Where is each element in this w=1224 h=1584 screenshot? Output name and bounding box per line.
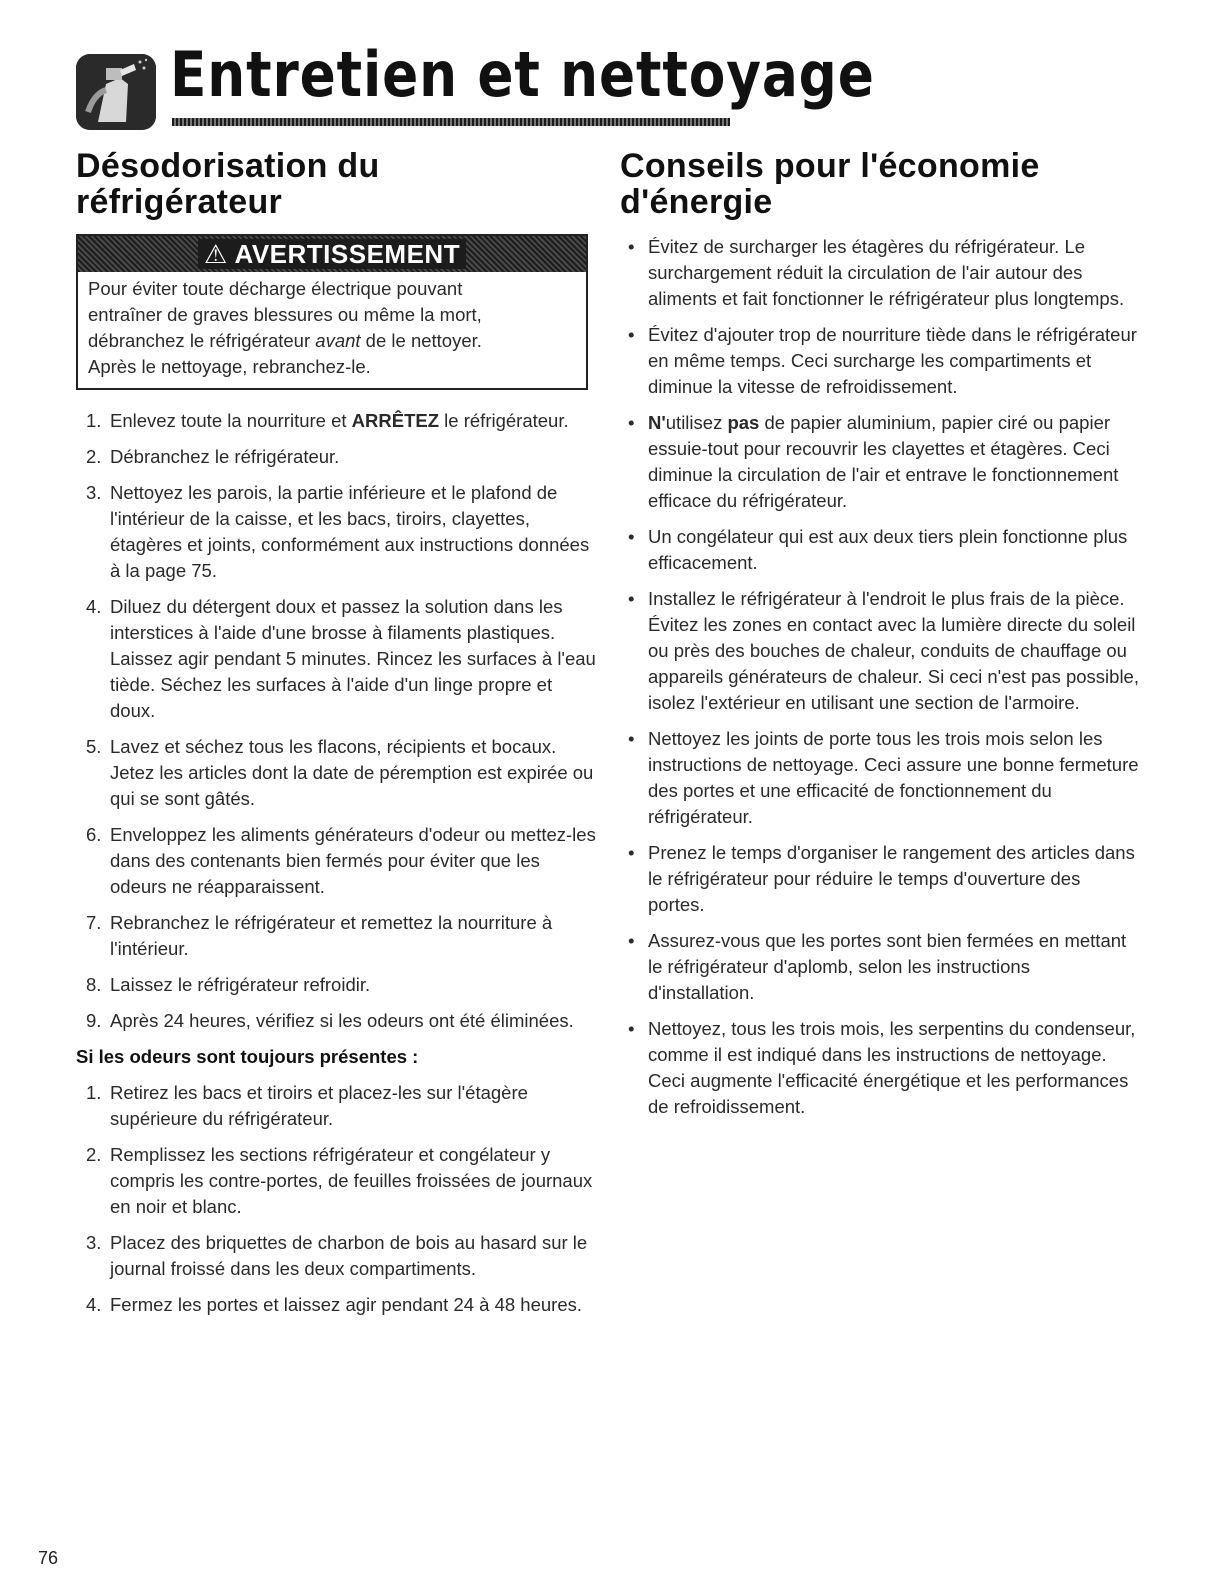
- step-text: Lavez et séchez tous les flacons, récipients et bocaux. Jetez les articles dont la date de péremption est expirée ou qui se sont gâtés.: [110, 736, 594, 809]
- step-number: 6.: [86, 824, 102, 845]
- list-item: [620, 586, 1140, 716]
- list-item: [76, 1230, 596, 1282]
- bullet: •: [628, 1018, 635, 1039]
- list-item: [76, 910, 596, 962]
- tip-text: Nettoyez les joints de porte tous les trois mois selon les instructions de nettoyage. Ceci assure une bonne fermeture des portes et une efficacité de fonctionnement du réfrigérateur.: [648, 728, 1139, 827]
- deodorize-steps: [76, 408, 596, 1034]
- tip-text: utilisez: [665, 412, 728, 433]
- deodorize-heading: [76, 148, 596, 220]
- list-item: [620, 410, 1140, 514]
- step-text: Laissez le réfrigérateur refroidir.: [110, 974, 371, 995]
- list-item: [76, 1142, 596, 1220]
- list-item: [76, 1292, 596, 1318]
- step-text: le réfrigérateur.: [439, 410, 569, 431]
- list-item: [76, 408, 596, 434]
- tip-bold: pas: [727, 412, 760, 433]
- list-item: [620, 726, 1140, 830]
- bullet: •: [628, 412, 635, 433]
- step-bold: ARRÊTEZ: [351, 410, 440, 431]
- list-item: [76, 734, 596, 812]
- warning-line: Pour éviter toute décharge électrique pouvant: [88, 278, 463, 299]
- step-number: 3.: [86, 1232, 102, 1253]
- tip-text: Assurez-vous que les portes sont bien fermées en mettant le réfrigérateur d'aplomb, selon les instructions d'installation.: [648, 930, 1127, 1003]
- list-item: [76, 972, 596, 998]
- deodorize-heading-line2: réfrigérateur: [76, 183, 283, 221]
- step-number: 8.: [86, 974, 102, 995]
- step-number: 2.: [86, 446, 102, 467]
- bullet: •: [628, 842, 635, 863]
- list-item: [76, 594, 596, 724]
- step-text: Enlevez toute la nourriture et: [110, 410, 352, 431]
- step-text: Retirez les bacs et tiroirs et placez-les sur l'étagère supérieure du réfrigérateur.: [110, 1082, 528, 1129]
- step-number: 9.: [86, 1010, 102, 1031]
- step-number: 3.: [86, 482, 102, 503]
- step-text: Rebranchez le réfrigérateur et remettez la nourriture à l'intérieur.: [110, 912, 553, 959]
- tip-text: Évitez de surcharger les étagères du réfrigérateur. Le surchargement réduit la circulation de l'air autour des aliments et fait fonctionner le réfrigérateur plus longtemps.: [648, 236, 1125, 309]
- tip-text: Prenez le temps d'organiser le rangement des articles dans le réfrigérateur pour réduire le temps d'ouverture des portes.: [648, 842, 1135, 915]
- warning-title: AVERTISSEMENT: [234, 239, 461, 269]
- spray-cleaning-icon: [76, 54, 156, 130]
- deodorize-heading-line1: Désodorisation du: [76, 147, 380, 185]
- step-number: 7.: [86, 912, 102, 933]
- list-item: [620, 322, 1140, 400]
- warning-line: Après le nettoyage, rebranchez-le.: [88, 356, 371, 377]
- warning-line: entraîner de graves blessures ou même la mort,: [88, 304, 482, 325]
- list-item: [620, 1016, 1140, 1120]
- step-number: 4.: [86, 596, 102, 617]
- tip-text: de papier aluminium, papier ciré ou papier essuie-tout pour recouvrir les clayettes et étagères. Ceci diminue la circulation de l'air et entrave le fonctionnement efficace du réfrigérateur.: [648, 412, 1119, 511]
- energy-heading-line2: d'énergie: [620, 183, 773, 221]
- warning-box: [76, 234, 588, 390]
- bullet: •: [628, 526, 635, 547]
- list-item: [76, 1080, 596, 1132]
- step-number: 1.: [86, 1082, 102, 1103]
- step-text: Fermez les portes et laissez agir pendant 24 à 48 heures.: [110, 1294, 583, 1315]
- energy-heading: [620, 148, 1140, 220]
- energy-heading-line1: Conseils pour l'économie: [620, 147, 1040, 185]
- bullet: •: [628, 588, 635, 609]
- list-item: [620, 840, 1140, 918]
- tip-bold: N': [648, 412, 666, 433]
- step-text: Placez des briquettes de charbon de bois au hasard sur le journal froissé dans les deux compartiments.: [110, 1232, 588, 1279]
- step-number: 1.: [86, 410, 102, 431]
- step-text: Enveloppez les aliments générateurs d'odeur ou mettez-les dans des contenants bien fermés pour éviter que les odeurs ne réapparaissent.: [110, 824, 596, 897]
- page-title: Entretien et nettoyage: [170, 38, 875, 111]
- deodorize-section: [76, 148, 596, 1328]
- warning-line: débranchez le réfrigérateur: [88, 330, 316, 351]
- odors-steps: [76, 1080, 596, 1318]
- list-item: [620, 524, 1140, 576]
- list-item: [76, 480, 596, 584]
- step-text: Après 24 heures, vérifiez si les odeurs ont été éliminées.: [110, 1010, 574, 1031]
- tip-text: Un congélateur qui est aux deux tiers plein fonctionne plus efficacement.: [648, 526, 1128, 573]
- step-text: Nettoyez les parois, la partie inférieure et le plafond de l'intérieur de la caisse, et les bacs, tiroirs, clayettes, étagères et joints, conformément aux instructions données à la page 75.: [110, 482, 590, 581]
- odors-subheading: Si les odeurs sont toujours présentes :: [76, 1046, 419, 1067]
- energy-section: [620, 148, 1140, 1130]
- energy-tips: [620, 234, 1140, 1120]
- bullet: •: [628, 930, 635, 951]
- bullet: •: [628, 728, 635, 749]
- list-item: [76, 822, 596, 900]
- warning-emphasis: avant: [315, 330, 361, 351]
- page-number: 76: [38, 1548, 59, 1568]
- bullet: •: [628, 324, 635, 345]
- list-item: [620, 928, 1140, 1006]
- warning-icon: ⚠: [203, 239, 228, 269]
- list-item: [620, 234, 1140, 312]
- warning-text: [78, 272, 586, 388]
- step-number: 4.: [86, 1294, 102, 1315]
- tip-text: Nettoyez, tous les trois mois, les serpentins du condenseur, comme il est indiqué dans les instructions de nettoyage. Ceci augmente l'efficacité énergétique et les performances de refroidissement.: [648, 1018, 1136, 1117]
- header-divider: [172, 118, 730, 126]
- bullet: •: [628, 236, 635, 257]
- warning-header: [78, 236, 586, 272]
- step-number: 2.: [86, 1144, 102, 1165]
- step-text: Diluez du détergent doux et passez la solution dans les interstices à l'aide d'une brosse à filaments plastiques. Laissez agir pendant 5 minutes. Rincez les surfaces à l'eau tiède. Séchez les surfaces à l'aide d'un linge propre et doux.: [110, 596, 596, 721]
- list-item: [76, 444, 596, 470]
- tip-text: Évitez d'ajouter trop de nourriture tiède dans le réfrigérateur en même temps. Ceci surcharge les compartiments et diminue la vitesse de refroidissement.: [648, 324, 1137, 397]
- list-item: [76, 1008, 596, 1034]
- warning-line: de le nettoyer.: [360, 330, 482, 351]
- step-number: 5.: [86, 736, 102, 757]
- tip-text: Installez le réfrigérateur à l'endroit le plus frais de la pièce. Évitez les zones en contact avec la lumière directe du soleil ou près des bouches de chaleur, conduits de chauffage ou appareils générateurs de chaleur. Si ceci n'est pas possible, isolez l'extérieur en utilisant une section de l'armoire.: [648, 588, 1139, 713]
- page-header: [76, 30, 875, 130]
- step-text: Débranchez le réfrigérateur.: [110, 446, 340, 467]
- step-text: Remplissez les sections réfrigérateur et congélateur y compris les contre-portes, de feuilles froissées de journaux en noir et blanc.: [110, 1144, 593, 1217]
